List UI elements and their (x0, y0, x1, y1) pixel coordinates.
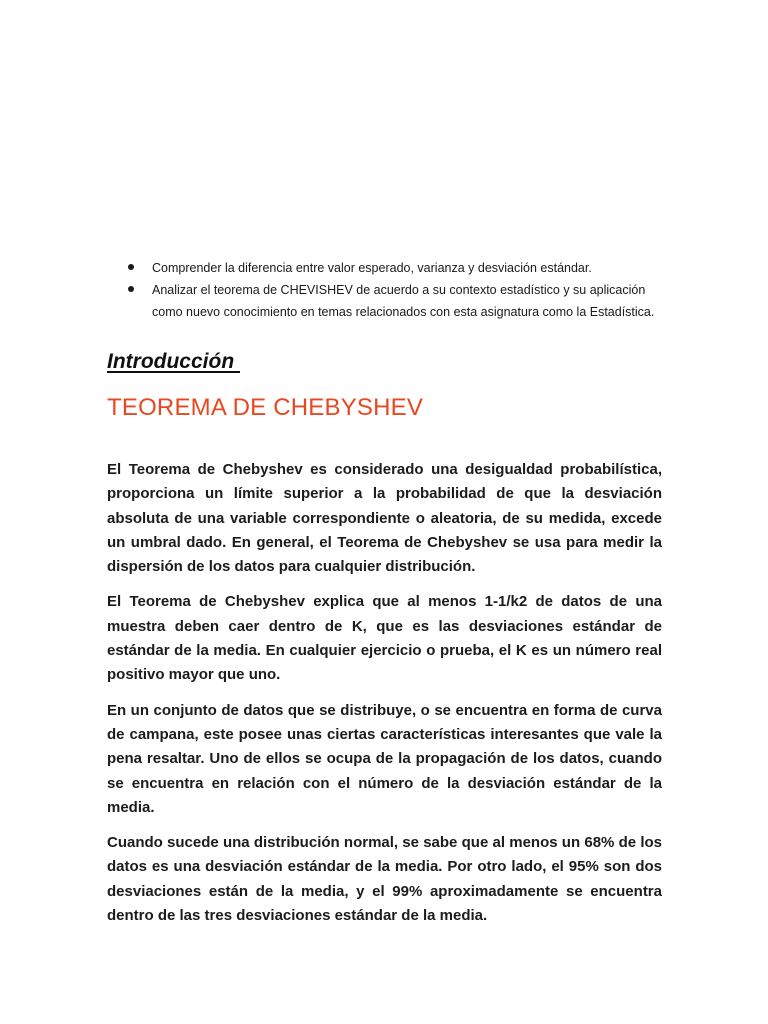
body-text (107, 458, 662, 939)
objective-text: Comprender la diferencia entre valor esperado, varianza y desviación estándar. (152, 261, 592, 275)
paragraph: El Teorema de Chebyshev es considerado una desigualdad probabilística, proporciona un límite superior a la probabilidad de que la desviación absoluta de una variable correspondiente o aleatoria, de su medida, excede un umbral dado. En general, el Teorema de Chebyshev se usa para medir la dispersión de los datos para cualquier distribución. (107, 461, 662, 576)
objectives-list (124, 257, 664, 323)
objective-item (124, 279, 664, 323)
theorem-title: TEOREMA DE CHEBYSHEV (107, 394, 424, 421)
objective-text: Analizar el teorema de CHEVISHEV de acuerdo a su contexto estadístico y su aplicación como nuevo conocimiento en temas relacionados con esta asignatura como la Estadística. (152, 283, 655, 319)
paragraph: En un conjunto de datos que se distribuye, o se encuentra en forma de curva de campana, este posee unas ciertas características interesantes que vale la pena resaltar. Uno de ellos se ocupa de la propagación de los datos, cuando se encuentra en relación con el número de la desviación estándar de la media. (107, 701, 662, 816)
objective-item (124, 257, 664, 279)
bullet-icon (128, 264, 134, 270)
paragraph: El Teorema de Chebyshev explica que al menos 1-1/k2 de datos de una muestra deben caer dentro de K, que es las desviaciones estándar de estándar de la media. En cualquier ejercicio o prueba, el K es un número real positivo mayor que uno. (107, 593, 662, 684)
introduction-heading: Introducción (107, 350, 240, 373)
paragraph: Cuando sucede una distribución normal, se sabe que al menos un 68% de los datos es una desviación estándar de la media. Por otro lado, el 95% son dos desviaciones están de la media, y el 99% aproximadamente se encuentra dentro de las tres desviaciones estándar de la media. (107, 834, 662, 925)
bullet-icon (128, 286, 134, 292)
